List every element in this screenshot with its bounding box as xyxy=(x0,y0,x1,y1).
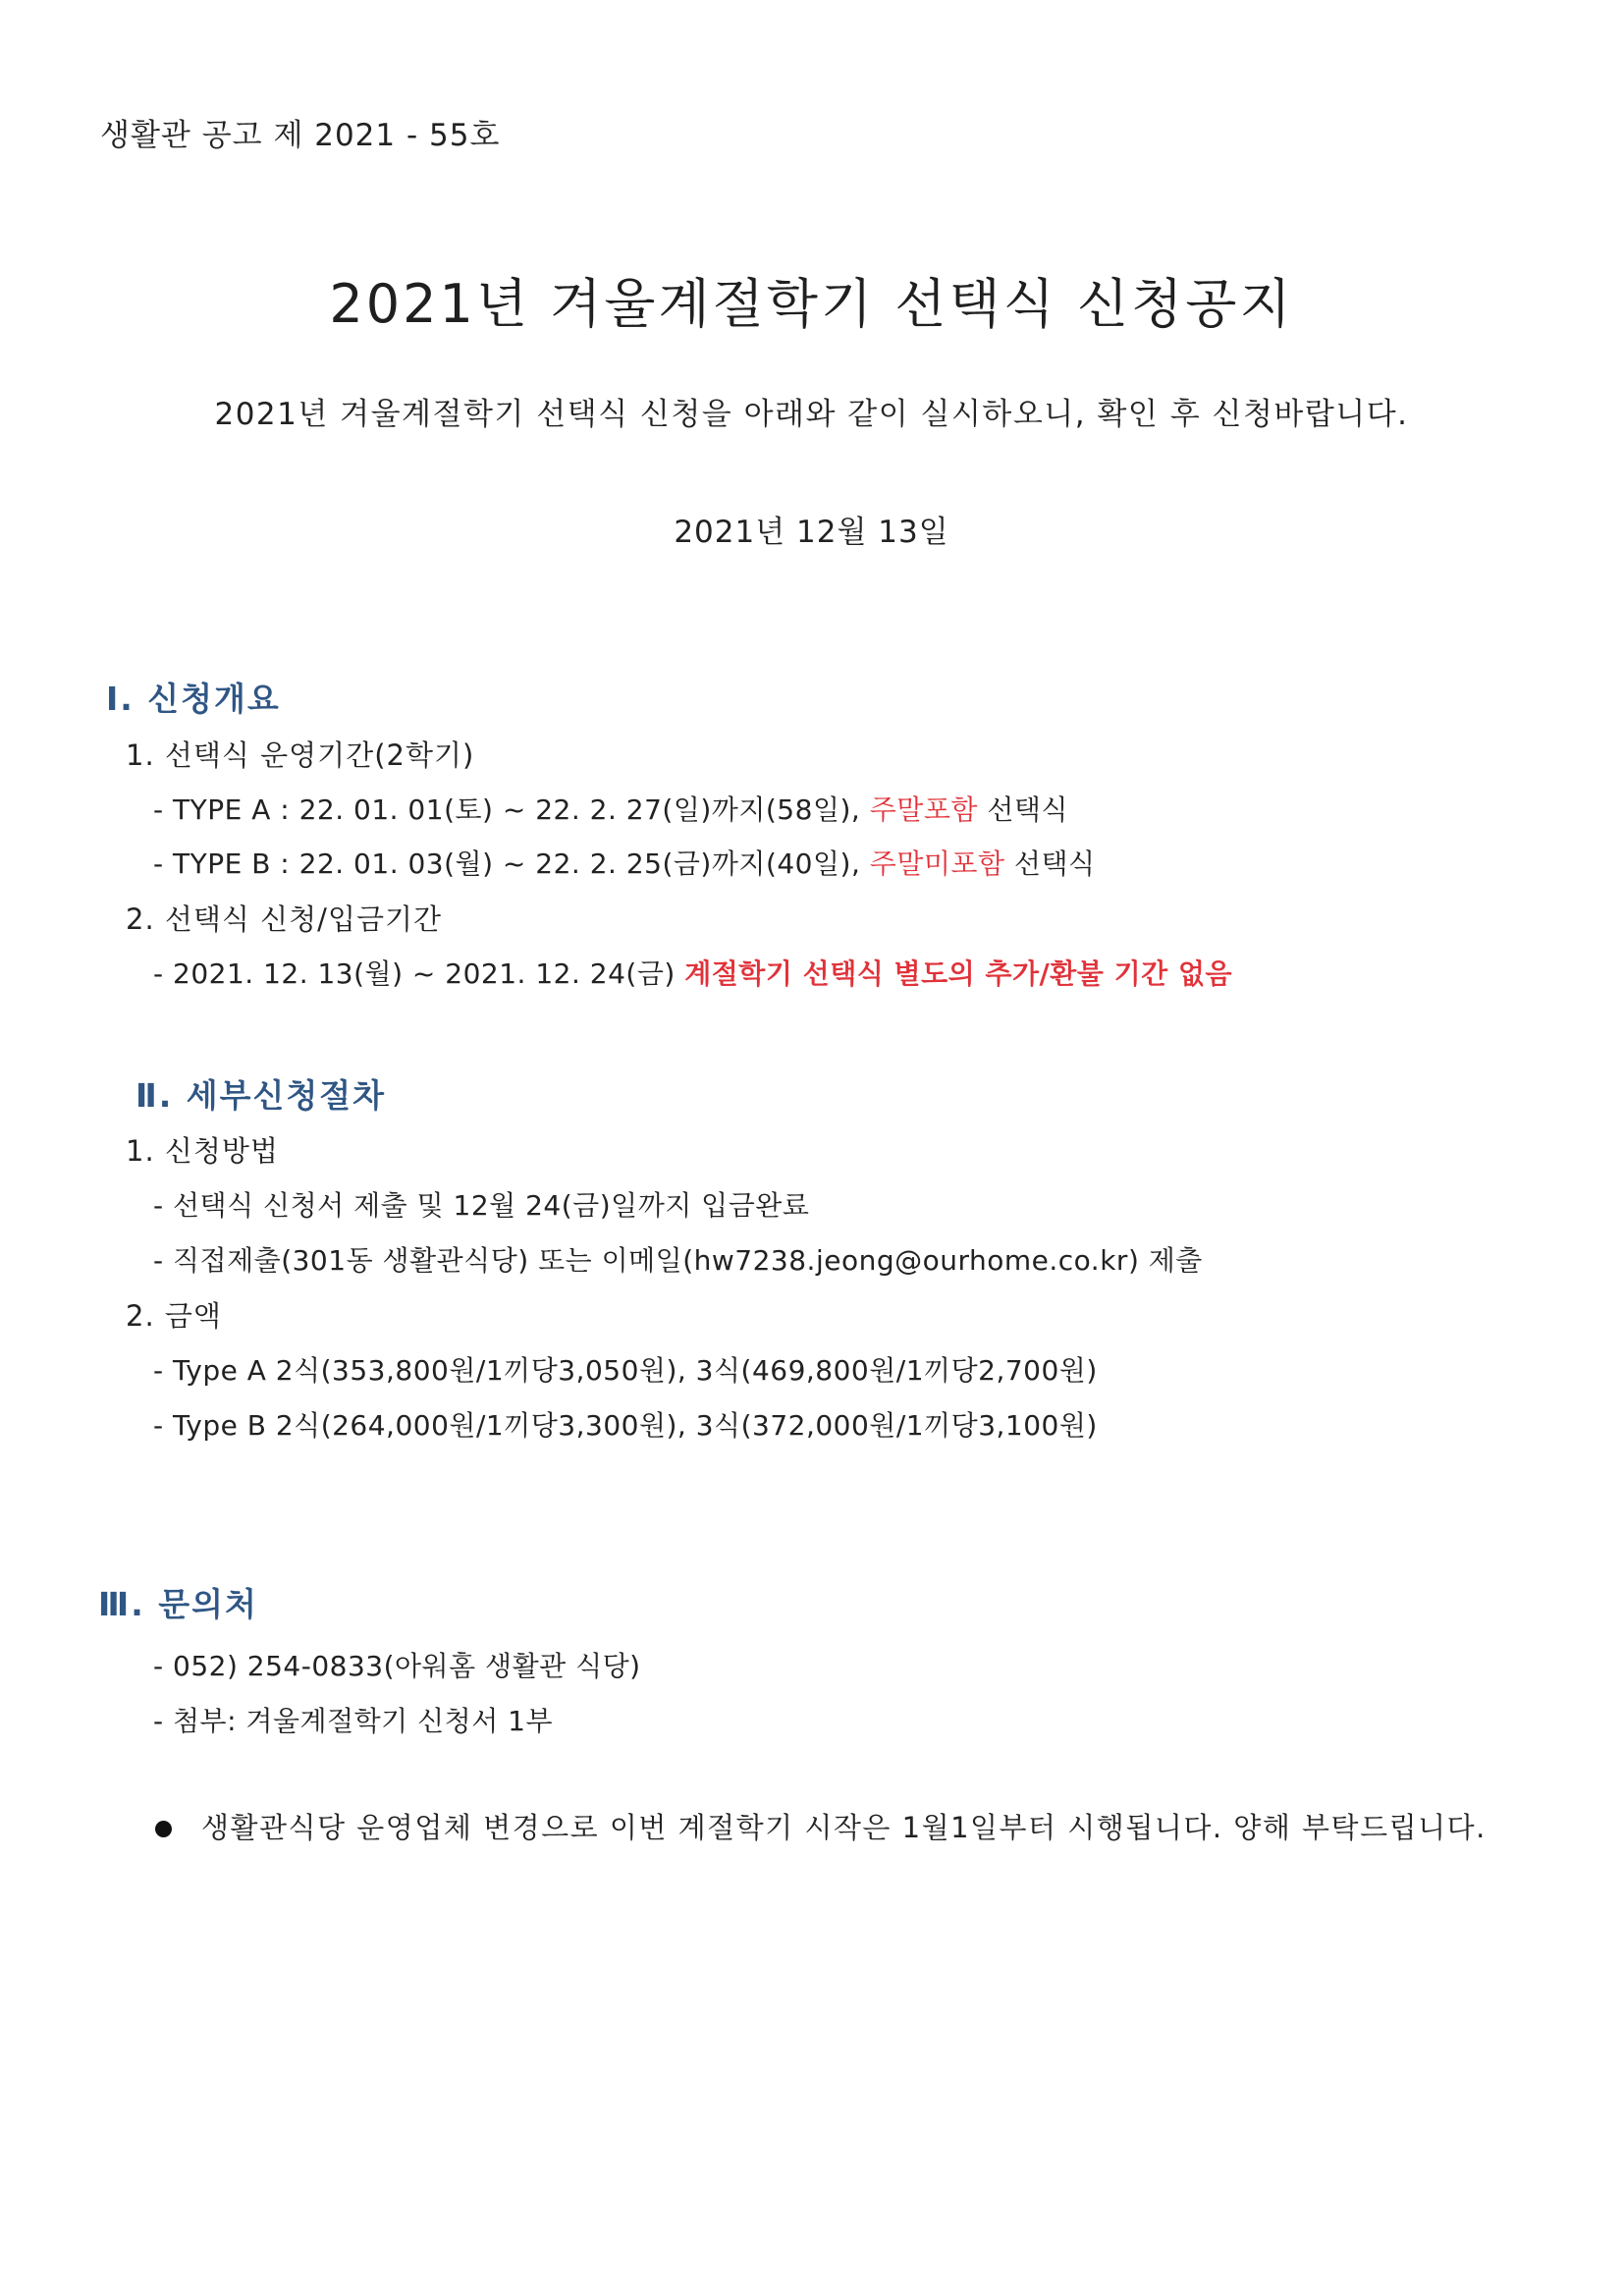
method-line-1: - 선택식 신청서 제출 및 12월 24(금)일까지 입금완료 xyxy=(153,1189,810,1222)
section-1-item-1-title: 1. 선택식 운영기간(2학기) xyxy=(126,738,475,772)
method-line-2: - 직접제출(301동 생활관식당) 또는 이메일(hw7238.jeong@ourhome.co.kr) 제출 xyxy=(153,1244,1203,1277)
type-b-highlight: 주말미포함 xyxy=(869,847,1005,880)
notice-text: 생활관식당 운영업체 변경으로 이번 계절학기 시작은 1월1일부터 시행됩니다. 양해 부탁드립니다. xyxy=(201,1811,1487,1844)
section-2-item-1-title: 1. 신청방법 xyxy=(126,1134,279,1168)
notice-date: 2021년 12월 13일 xyxy=(674,515,949,550)
section-1-heading: Ⅰ. 신청개요 xyxy=(106,680,281,718)
type-a-line xyxy=(153,789,1068,828)
type-a-highlight: 주말포함 xyxy=(869,793,978,826)
intro-text: 2021년 겨울계절학기 선택식 신청을 아래와 같이 실시하오니, 확인 후 신청바랍니다. xyxy=(214,397,1409,432)
section-2-heading: Ⅱ. 세부신청절차 xyxy=(135,1076,387,1115)
bullet-icon xyxy=(155,1821,172,1837)
type-b-suffix: 선택식 xyxy=(1004,847,1096,880)
type-a-suffix: 선택식 xyxy=(977,793,1068,826)
section-3-heading: Ⅲ. 문의처 xyxy=(98,1585,258,1623)
application-period-text: - 2021. 12. 13(월) ~ 2021. 12. 24(금) xyxy=(153,957,685,990)
section-2-item-2-title: 2. 금액 xyxy=(126,1299,222,1333)
type-a-text: - TYPE A : 22. 01. 01(토) ~ 22. 2. 27(일)까지(58일), xyxy=(153,793,870,826)
section-1-item-2-title: 2. 선택식 신청/입금기간 xyxy=(126,902,443,936)
application-period-line xyxy=(153,953,1232,992)
application-period-highlight: 계절학기 선택식 별도의 추가/환불 기간 없음 xyxy=(684,957,1233,990)
price-type-b: - Type B 2식(264,000원/1끼당3,300원), 3식(372,000원/1끼당3,100원) xyxy=(153,1409,1098,1442)
type-b-line xyxy=(153,843,1096,882)
contact-phone: - 052) 254-0833(아워홈 생활관 식당) xyxy=(153,1650,641,1682)
document-number: 생활관 공고 제 2021 - 55호 xyxy=(100,118,501,153)
type-b-text: - TYPE B : 22. 01. 03(월) ~ 22. 2. 25(금)까지(40일), xyxy=(153,847,870,880)
page-title: 2021년 겨울계절학기 선택식 신청공지 xyxy=(329,273,1294,335)
price-type-a: - Type A 2식(353,800원/1끼당3,050원), 3식(469,800원/1끼당2,700원) xyxy=(153,1354,1098,1387)
attachment-line: - 첨부: 겨울계절학기 신청서 1부 xyxy=(153,1705,554,1737)
